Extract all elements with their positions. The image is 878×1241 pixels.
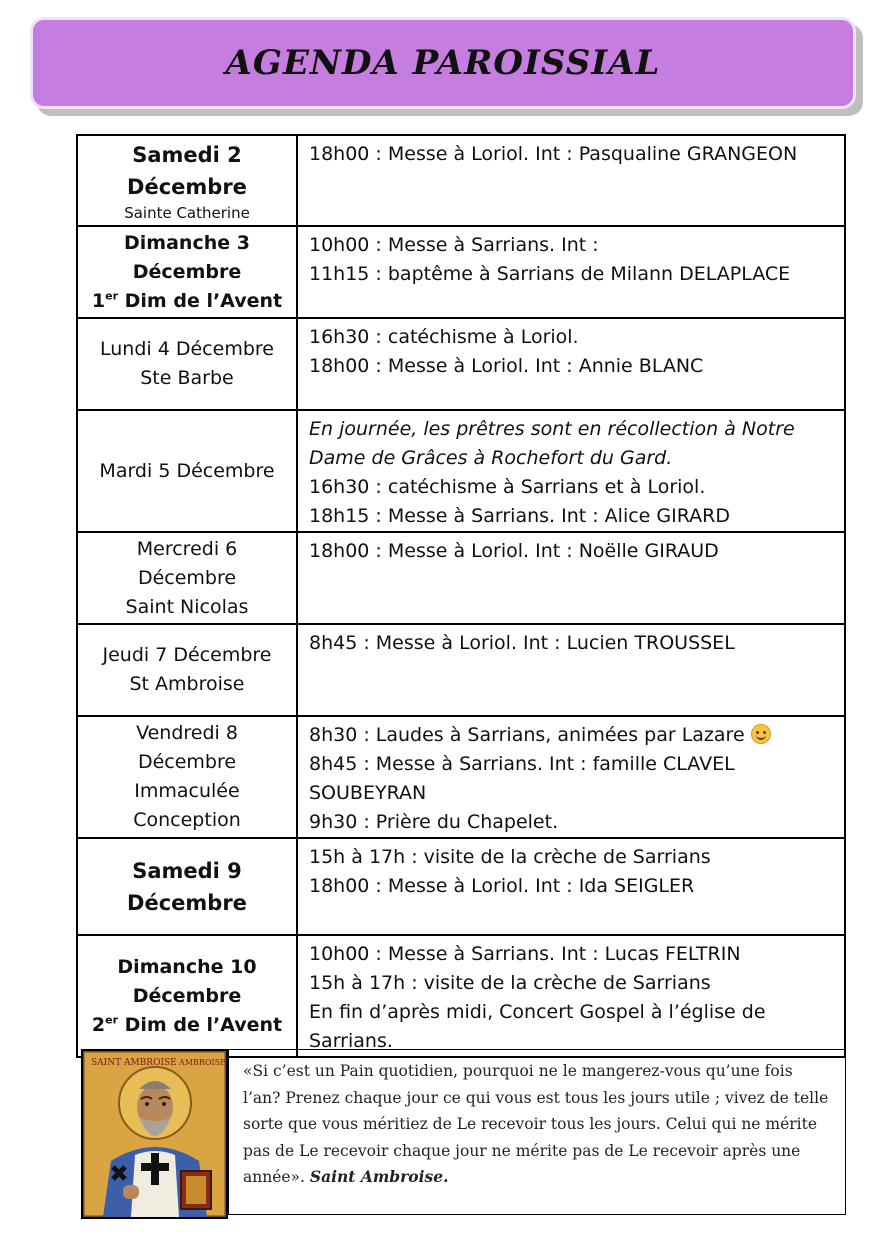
- event-text: 16h30 : catéchisme à Sarrians et à Loriol.: [309, 476, 706, 498]
- day-line: Jeudi 7 Décembre: [102, 644, 272, 666]
- event-text: 18h00 : Messe à Loriol. Int : Pasqualine GRANGEON: [309, 143, 798, 165]
- agenda-row: [77, 135, 845, 226]
- agenda-day-cell: [77, 624, 297, 716]
- agenda-events-cell: [297, 532, 845, 624]
- day-line: Mercredi 6: [136, 537, 238, 560]
- agenda-events-cell: [297, 410, 845, 532]
- agenda-events-cell: [297, 135, 845, 226]
- day-line: Décembre: [132, 984, 242, 1007]
- event-text: 18h00 : Messe à Loriol. Int : Annie BLANC: [309, 355, 704, 377]
- event-text: 18h00 : Messe à Loriol. Int : Noëlle GIRAUD: [309, 540, 719, 562]
- event-text: 8h45 : Messe à Sarrians. Int : famille CLAVEL: [309, 753, 735, 775]
- agenda-events-cell: [297, 624, 845, 716]
- day-line: Vendredi 8: [136, 722, 238, 744]
- event-line: [309, 231, 836, 260]
- day-ordinal: 2: [91, 1013, 106, 1036]
- day-line: Lundi 4 Décembre: [100, 338, 274, 360]
- day-line: [78, 1011, 296, 1040]
- event-line: [309, 808, 836, 837]
- title-banner: [30, 17, 856, 109]
- day-line: Immaculée: [134, 780, 240, 802]
- quote-author: Saint Ambroise.: [309, 1167, 449, 1186]
- agenda-day-cell: [77, 135, 297, 226]
- agenda-day-cell: [77, 226, 297, 318]
- agenda-events-cell: [297, 935, 845, 1057]
- day-line: Conception: [133, 809, 241, 831]
- event-line: [309, 444, 836, 473]
- event-text: 8h30 : Laudes à Sarrians, animées par Lazare: [309, 724, 745, 746]
- event-text: 15h à 17h : visite de la crèche de Sarrians: [309, 846, 711, 868]
- saint-ambroise-icon: [81, 1049, 228, 1219]
- event-text: 18h15 : Messe à Sarrians. Int : Alice GIRARD: [309, 505, 730, 527]
- agenda-row: [77, 935, 845, 1057]
- event-line: [309, 750, 836, 779]
- day-line: Décembre: [132, 260, 242, 283]
- event-line: [309, 473, 836, 502]
- event-text: En fin d’après midi, Concert Gospel à l’église de: [309, 1001, 766, 1023]
- agenda-day-cell: [77, 716, 297, 838]
- saint-icon-painting: [83, 1051, 226, 1217]
- day-line: Décembre: [137, 751, 237, 773]
- agenda-events-cell: [297, 318, 845, 410]
- event-line: [309, 502, 836, 531]
- day-line: Mardi 5 Décembre: [99, 459, 275, 482]
- event-text: Dame de Grâces à Rochefort du Gard.: [309, 447, 673, 469]
- agenda-row: [77, 716, 845, 838]
- day-line: St Ambroise: [129, 673, 245, 695]
- event-line: [309, 323, 836, 352]
- icon-inscription-left: SAINT AMBROISE: [91, 1058, 177, 1068]
- event-text: 15h à 17h : visite de la crèche de Sarrians: [309, 972, 711, 994]
- page-title: AGENDA PAROISSIAL: [225, 43, 661, 83]
- agenda-row: [77, 838, 845, 935]
- agenda-day-cell: [77, 935, 297, 1057]
- day-line: Samedi 9: [132, 858, 242, 883]
- day-line: Samedi 2: [132, 142, 242, 167]
- agenda-row: [77, 624, 845, 716]
- day-line: Dimanche 10: [117, 955, 257, 978]
- event-line: [309, 843, 836, 872]
- day-line: Saint Nicolas: [125, 595, 249, 618]
- agenda-day-cell: [77, 410, 297, 532]
- event-line: [309, 352, 836, 381]
- day-line: Dimanche 3: [124, 231, 250, 254]
- day-line: [78, 287, 296, 316]
- agenda-row: [77, 410, 845, 532]
- agenda-events-cell: [297, 838, 845, 935]
- event-text: 9h30 : Prière du Chapelet.: [309, 811, 559, 833]
- day-line: Décembre: [137, 566, 237, 589]
- agenda-row: [77, 532, 845, 624]
- event-text: 16h30 : catéchisme à Loriol.: [309, 326, 579, 348]
- agenda-events-cell: [297, 716, 845, 838]
- agenda-row: [77, 226, 845, 318]
- event-line: [309, 721, 836, 750]
- event-line: [309, 940, 836, 969]
- smiling-face-icon: [751, 724, 771, 744]
- agenda-table: [76, 134, 846, 1058]
- agenda-day-cell: [77, 838, 297, 935]
- day-ordinal-suffix: er: [105, 1013, 119, 1027]
- event-line: [309, 779, 836, 808]
- day-ordinal: 1: [91, 289, 106, 312]
- event-text: SOUBEYRAN: [309, 782, 427, 804]
- day-line: Sainte Catherine: [124, 203, 250, 222]
- agenda-events-cell: [297, 226, 845, 318]
- day-liturgical-label: Dim de l’Avent: [118, 289, 283, 312]
- event-text: En journée, les prêtres sont en récollection à Notre: [309, 418, 795, 440]
- event-line: [309, 537, 836, 566]
- day-ordinal-suffix: er: [105, 289, 119, 303]
- event-text: 11h15 : baptême à Sarrians de Milann DELAPLACE: [309, 263, 791, 285]
- event-line: [309, 969, 836, 998]
- event-line: [309, 140, 836, 169]
- day-line: Décembre: [127, 890, 247, 915]
- quote-text: [243, 1058, 833, 1191]
- event-line: [309, 260, 836, 289]
- event-text: 10h00 : Messe à Sarrians. Int :: [309, 234, 599, 256]
- event-text: Sarrians.: [309, 1030, 393, 1052]
- event-text: 8h45 : Messe à Loriol. Int : Lucien TROUSSEL: [309, 632, 735, 654]
- event-line: [309, 415, 836, 444]
- event-text: 18h00 : Messe à Loriol. Int : Ida SEIGLER: [309, 875, 695, 897]
- event-text: 10h00 : Messe à Sarrians. Int : Lucas FELTRIN: [309, 943, 741, 965]
- event-line: [309, 872, 836, 901]
- day-line: Ste Barbe: [140, 367, 234, 389]
- icon-inscription-right: AMBROISE: [179, 1058, 226, 1067]
- event-line: [309, 998, 836, 1027]
- agenda-day-cell: [77, 318, 297, 410]
- quote-box: [228, 1049, 846, 1215]
- day-liturgical-label: Dim de l’Avent: [118, 1013, 283, 1036]
- day-line: Décembre: [127, 174, 247, 199]
- agenda-row: [77, 318, 845, 410]
- event-line: [309, 629, 836, 658]
- agenda-day-cell: [77, 532, 297, 624]
- quote-body: «Si c’est un Pain quotidien, pourquoi ne le mangerez-vous qu’une fois l’an? Prenez chaque jour ce qui vous est tous les jours utile ; vivez de telle sorte que vous méritiez de Le recevoir tous les jours. Celui qui ne mérite pas de Le recevoir chaque jour ne mérite pas de Le recevoir après une année».: [243, 1062, 829, 1186]
